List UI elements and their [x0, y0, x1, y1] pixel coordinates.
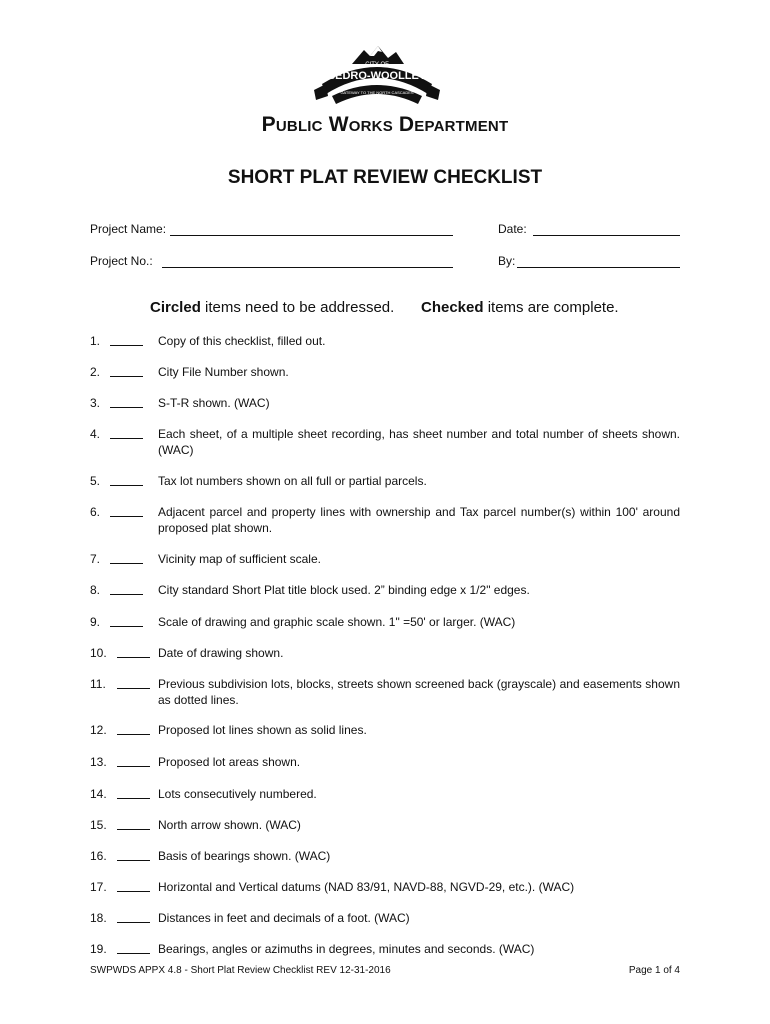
item-number: 5.: [90, 474, 101, 488]
item-text: Tax lot numbers shown on all full or partial parcels.: [158, 474, 427, 488]
item-text: Vicinity map of sufficient scale.: [158, 552, 321, 566]
item-text: Horizontal and Vertical datums (NAD 83/91, NAVD-88, NGVD-29, etc.). (WAC): [158, 880, 575, 894]
project-no-field[interactable]: [162, 267, 453, 268]
legend-checked: [421, 299, 619, 316]
item-check-blank[interactable]: [117, 734, 150, 735]
item-check-blank[interactable]: [117, 766, 150, 767]
item-number: 15.: [90, 818, 107, 832]
item-text: Proposed lot areas shown.: [158, 755, 301, 769]
legend-circled: [150, 299, 394, 316]
item-text: City standard Short Plat title block used. 2” binding edge x 1/2" edges.: [158, 583, 530, 597]
item-text: Bearings, angles or azimuths in degrees, minutes and seconds. (WAC): [158, 942, 535, 956]
item-number: 6.: [90, 505, 101, 519]
item-text: Proposed lot lines shown as solid lines.: [158, 723, 367, 737]
item-text: North arrow shown. (WAC): [158, 818, 301, 832]
item-number: 17.: [90, 880, 107, 894]
legend-checked-text: items are complete.: [487, 299, 619, 316]
item-number: 8.: [90, 583, 101, 597]
item-number: 10.: [90, 646, 107, 660]
item-check-blank[interactable]: [117, 891, 150, 892]
by-field[interactable]: [517, 267, 680, 268]
item-check-blank[interactable]: [117, 688, 150, 689]
item-number: 19.: [90, 942, 107, 956]
item-text: Adjacent parcel and property lines with ownership and Tax parcel number(s) within 100' around proposed plat shown.: [158, 505, 680, 535]
item-check-blank[interactable]: [117, 829, 150, 830]
item-number: 3.: [90, 396, 101, 410]
item-text: City File Number shown.: [158, 365, 289, 379]
city-logo: [312, 44, 442, 116]
item-check-blank[interactable]: [110, 345, 143, 346]
item-check-blank[interactable]: [110, 563, 143, 564]
department-heading: [0, 113, 770, 137]
legend-circled-bold: Circled: [150, 299, 201, 316]
item-check-blank[interactable]: [117, 953, 150, 954]
department-text: Public Works Department: [261, 113, 509, 136]
item-text: Basis of bearings shown. (WAC): [158, 849, 331, 863]
item-check-blank[interactable]: [110, 626, 143, 627]
project-name-label: Project Name:: [90, 222, 167, 236]
date-field[interactable]: [533, 235, 680, 236]
item-number: 2.: [90, 365, 101, 379]
item-text: Copy of this checklist, filled out.: [158, 334, 326, 348]
project-no-label: Project No.:: [90, 254, 153, 268]
item-check-blank[interactable]: [117, 798, 150, 799]
date-label: Date:: [498, 222, 527, 236]
item-check-blank[interactable]: [110, 376, 143, 377]
item-check-blank[interactable]: [117, 922, 150, 923]
item-check-blank[interactable]: [110, 407, 143, 408]
legend-circled-text: items need to be addressed.: [205, 299, 395, 316]
item-check-blank[interactable]: [110, 594, 143, 595]
item-check-blank[interactable]: [117, 860, 150, 861]
item-text: Distances in feet and decimals of a foot. (WAC): [158, 911, 410, 925]
item-text: Date of drawing shown.: [158, 646, 284, 660]
item-number: 14.: [90, 787, 107, 801]
item-text: Scale of drawing and graphic scale shown. 1" =50' or larger. (WAC): [158, 615, 516, 629]
project-name-field[interactable]: [170, 235, 453, 236]
item-number: 1.: [90, 334, 101, 348]
item-number: 11.: [90, 677, 106, 691]
svg-text:CITY OF: CITY OF: [365, 62, 389, 68]
item-text: S-T-R shown. (WAC): [158, 396, 270, 410]
item-check-blank[interactable]: [110, 438, 143, 439]
footer-page-number: Page 1 of 4: [628, 965, 680, 976]
by-label: By:: [498, 254, 516, 268]
page-title: SHORT PLAT REVIEW CHECKLIST: [227, 167, 543, 188]
footer-document-id: SWPWDS APPX 4.8 - Short Plat Review Checklist REV 12-31-2016: [90, 965, 391, 976]
item-check-blank[interactable]: [110, 485, 143, 486]
item-number: 9.: [90, 615, 101, 629]
svg-text:SEDRO-WOOLLEY: SEDRO-WOOLLEY: [327, 70, 427, 82]
item-number: 13.: [90, 755, 107, 769]
item-check-blank[interactable]: [110, 516, 143, 517]
legend-checked-bold: Checked: [421, 299, 484, 316]
item-text: Lots consecutively numbered.: [158, 787, 317, 801]
item-number: 18.: [90, 911, 107, 925]
item-number: 4.: [90, 427, 101, 441]
item-number: 16.: [90, 849, 107, 863]
svg-text:GATEWAY TO THE NORTH CASCADES: GATEWAY TO THE NORTH CASCADES: [340, 90, 414, 95]
item-text: Each sheet, of a multiple sheet recording, has sheet number and total number of sheets shown. (WAC): [158, 427, 680, 457]
item-text: Previous subdivision lots, blocks, streets shown screened back (grayscale) and easements shown as dotted lines.: [158, 677, 680, 707]
item-number: 7.: [90, 552, 101, 566]
item-check-blank[interactable]: [117, 657, 150, 658]
item-number: 12.: [90, 723, 107, 737]
